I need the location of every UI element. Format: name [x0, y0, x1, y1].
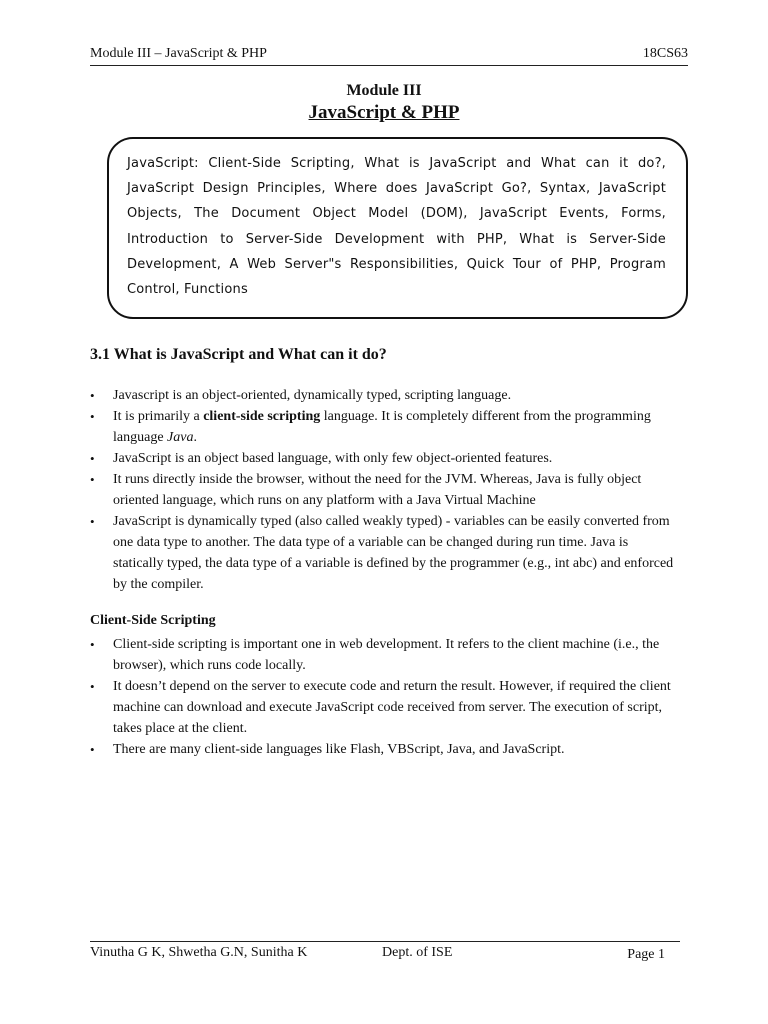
list-item: • There are many client-side languages like Flash, VBScript, Java, and JavaScript. — [90, 739, 680, 760]
footer-department: Dept. of ISE — [382, 945, 453, 960]
syllabus-summary-box: JavaScript: Client-Side Scripting, What is JavaScript and What can it do?, JavaScript Design Principles, Where does JavaScript Go?, Syntax, JavaScript Objects, The Document Object Model (DOM), JavaScript Events, Forms, Introduction to Server-Side Development with PHP, What is Server-Side Development, A Web Server"s Responsibilities, Quick Tour of PHP, Program Control, Functions — [107, 137, 688, 319]
list-item: • It is primarily a client-side scripting language. It is completely different from the programming language Java. — [90, 406, 680, 448]
footer-divider — [90, 941, 680, 942]
header-course-code: 18CS63 — [642, 46, 688, 61]
list-item: • It doesn’t depend on the server to execute code and return the result. However, if required the client machine can download and execute JavaScript code received from server. The execution of script, takes place at the client. — [90, 676, 680, 739]
page-header — [90, 46, 688, 66]
header-module-label: Module III – JavaScript & PHP — [90, 46, 267, 61]
module-subtitle: JavaScript & PHP — [308, 102, 460, 123]
list-item: • JavaScript is dynamically typed (also called weakly typed) - variables can be easily converted from one data type to another. The data type of a variable can be changed during run time. Java is statically typed, the data type of a variable is defined by the programmer (e.g., int abc) and enforced by the compiler. — [90, 511, 680, 595]
list-item: • Javascript is an object-oriented, dynamically typed, scripting language. — [90, 385, 680, 406]
list-item: • Client-side scripting is important one in web development. It refers to the client machine (i.e., the browser), which runs code locally. — [90, 634, 680, 676]
page-number: Page 1 — [627, 947, 665, 962]
footer-authors: Vinutha G K, Shwetha G.N, Sunitha K — [90, 945, 308, 960]
list-item: • JavaScript is an object based language, with only few object-oriented features. — [90, 448, 680, 469]
module-title: Module III — [346, 82, 422, 99]
subsection-bullet-list — [90, 634, 680, 760]
subsection-heading: Client-Side Scripting — [90, 613, 216, 628]
section-heading: 3.1 What is JavaScript and What can it do? — [90, 346, 387, 363]
list-item: • It runs directly inside the browser, without the need for the JVM. Whereas, Java is fully object oriented language, which runs on any platform with a Java Virtual Machine — [90, 469, 680, 511]
section-bullet-list — [90, 385, 680, 595]
page-footer — [90, 945, 680, 965]
